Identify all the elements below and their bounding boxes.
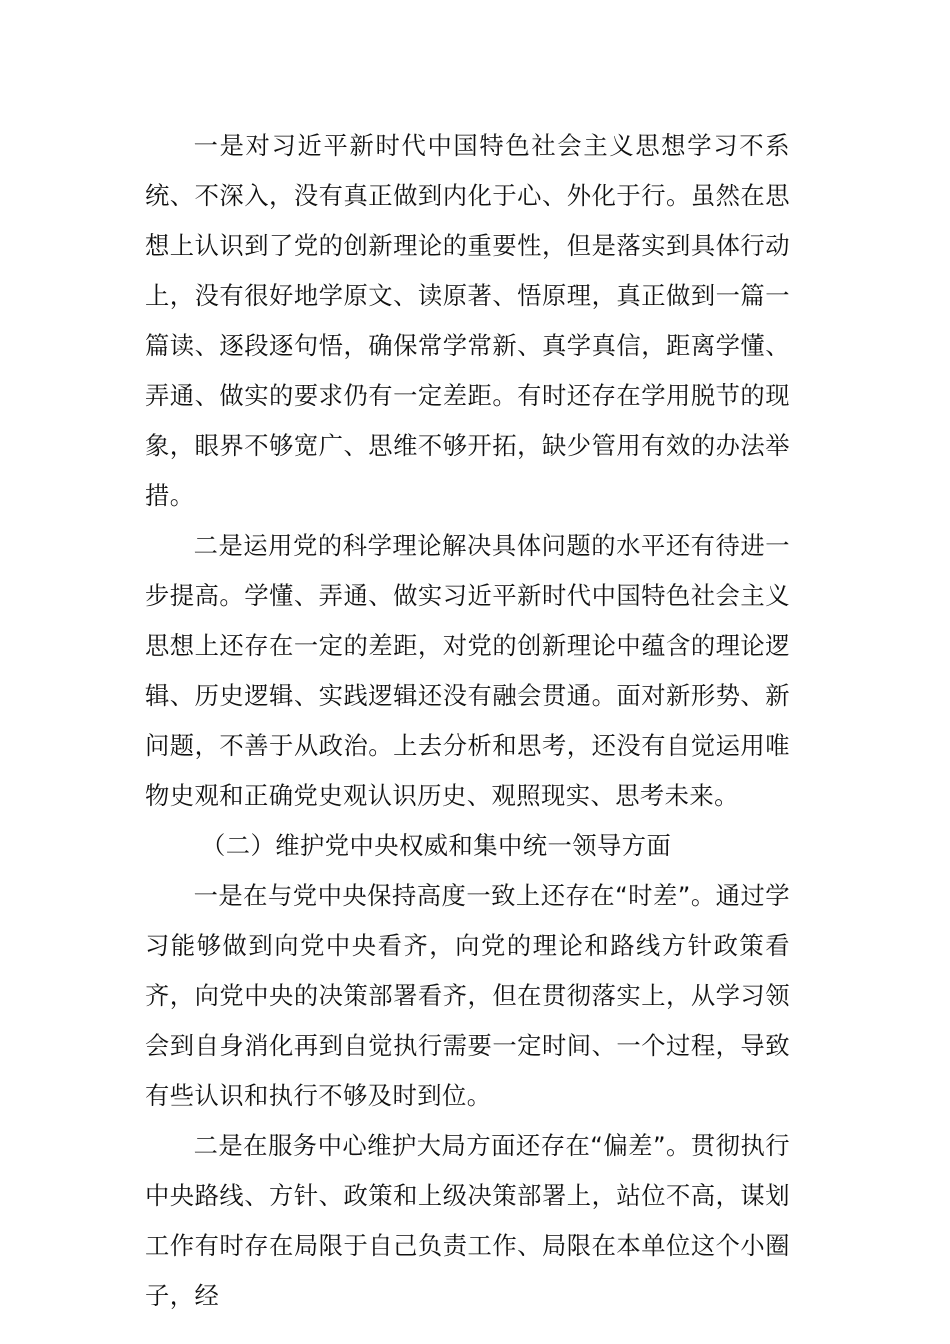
paragraph-3: 一是在与党中央保持高度一致上还存在“时差”。通过学习能够做到向党中央看齐，向党的理论和路线方针政策看齐，向党中央的决策部署看齐，但在贯彻落实上，从学习领会到自身消化再到自觉执行需要一定时间、一个过程，导致有些认识和执行不够及时到位。 bbox=[145, 881, 790, 1110]
section-heading-2: （二）维护党中央权威和集中统一领导方面 bbox=[201, 831, 672, 860]
paragraph-1: 一是对习近平新时代中国特色社会主义思想学习不系统、不深入，没有真正做到内化于心、外化于行。虽然在思想上认识到了党的创新理论的重要性，但是落实到具体行动上，没有很好地学原文、读原著、悟原理，真正做到一篇一篇读、逐段逐句悟，确保常学常新、真学真信，距离学懂、弄通、做实的要求仍有一定差距。有时还存在学用脱节的现象，眼界不够宽广、思维不够开拓，缺少管用有效的办法举措。 bbox=[145, 131, 790, 510]
paragraph-4: 二是在服务中心维护大局方面还存在“偏差”。贯彻执行中央路线、方针、政策和上级决策部署上，站位不高，谋划工作有时存在局限于自己负责工作、局限在本单位这个小圈子，经 bbox=[145, 1131, 790, 1310]
paragraph-2: 二是运用党的科学理论解决具体问题的水平还有待进一步提高。学懂、弄通、做实习近平新时代中国特色社会主义思想上还存在一定的差距，对党的创新理论中蕴含的理论逻辑、历史逻辑、实践逻辑还没有融会贯通。面对新形势、新问题，不善于从政治。上去分析和思考，还没有自觉运用唯物史观和正确党史观认识历史、观照现实、思考未来。 bbox=[145, 531, 790, 810]
